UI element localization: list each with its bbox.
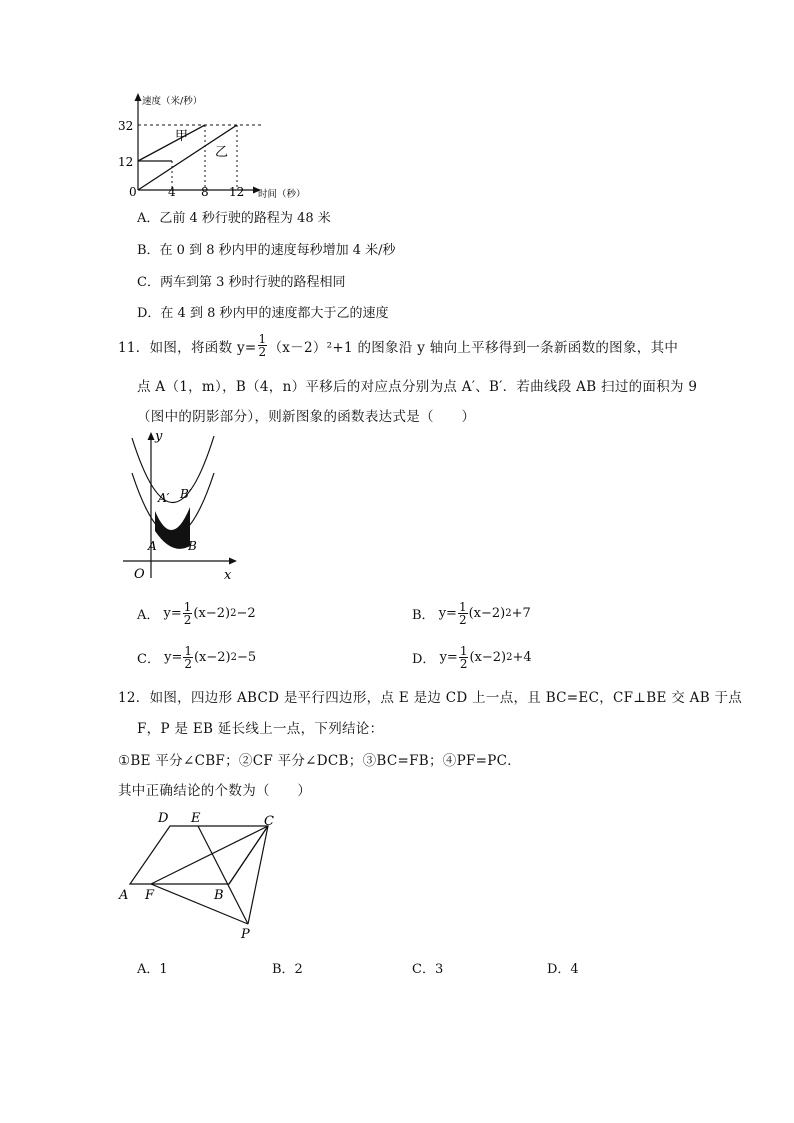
speed-time-graph bbox=[118, 90, 318, 202]
y-tick-12: 12 bbox=[118, 155, 134, 169]
q12-line3: ①BE 平分∠CBF；②CF 平分∠DCB；③BC=FB；④PF=PC． bbox=[118, 753, 522, 769]
frac-num: 1 bbox=[459, 644, 468, 658]
option-post: +7 bbox=[511, 606, 531, 621]
segment-ep bbox=[198, 826, 248, 924]
x-tick-12: 12 bbox=[229, 185, 245, 199]
q11-frac-den: 2 bbox=[258, 345, 267, 359]
option-pre: y= bbox=[164, 650, 183, 665]
q10-option-b: B．在 0 到 8 秒内甲的速度每秒增加 4 米/秒 bbox=[137, 243, 396, 258]
option-letter: C． bbox=[137, 652, 160, 667]
q11-frac-num: 1 bbox=[258, 332, 267, 346]
parabola-figure bbox=[118, 428, 243, 588]
option-mid: (x−2) bbox=[468, 606, 506, 621]
label-y: y bbox=[155, 429, 163, 444]
label-e: E bbox=[191, 811, 201, 826]
segment-cf bbox=[151, 826, 268, 884]
option-pre: y= bbox=[439, 650, 458, 665]
frac-den: 2 bbox=[458, 613, 467, 627]
option-mid: (x−2) bbox=[193, 650, 231, 665]
q12-option-a: A．1 bbox=[137, 962, 168, 977]
q11-line2: 点 A（1，m），B（4，n）平移后的对应点分别为点 A′、B′．若曲线段 AB 扫过的面积为 9 bbox=[137, 379, 698, 395]
q11-line1 bbox=[118, 333, 678, 358]
q12-line2: F，P 是 EB 延长线上一点，下列结论： bbox=[137, 721, 384, 737]
option-post: +4 bbox=[512, 650, 532, 665]
line-jia bbox=[138, 125, 205, 161]
q12-option-c: C．3 bbox=[412, 962, 444, 977]
q12-line4: 其中正确结论的个数为（ ） bbox=[118, 783, 312, 799]
q11-option-d bbox=[412, 645, 532, 670]
frac-num: 1 bbox=[183, 600, 192, 614]
lower-parabola bbox=[132, 473, 214, 536]
y-axis-arrow bbox=[148, 432, 155, 440]
x-tick-0: 0 bbox=[129, 185, 137, 199]
x-tick-8: 8 bbox=[201, 185, 209, 199]
label-o: O bbox=[134, 567, 145, 582]
q11-option-c bbox=[137, 645, 256, 670]
q12-option-d: D．4 bbox=[547, 962, 579, 977]
q11-line1-pre: 11．如图，将函数 y= bbox=[118, 339, 257, 356]
frac-den: 2 bbox=[459, 657, 468, 671]
frac-num: 1 bbox=[458, 600, 467, 614]
label-a: A bbox=[148, 539, 157, 553]
option-letter: B． bbox=[412, 608, 435, 623]
label-a: A bbox=[119, 888, 129, 903]
label-x: x bbox=[224, 568, 232, 583]
frac-den: 2 bbox=[184, 657, 192, 671]
option-exp: 2 bbox=[505, 608, 512, 619]
label-jia: 甲 bbox=[175, 129, 189, 144]
y-tick-32: 32 bbox=[118, 119, 134, 133]
q11-option-a bbox=[137, 601, 256, 626]
option-post: −2 bbox=[236, 606, 256, 621]
x-tick-4: 4 bbox=[168, 185, 176, 199]
option-pre: y= bbox=[438, 606, 457, 621]
option-letter: D． bbox=[412, 652, 436, 667]
option-fraction bbox=[183, 601, 193, 626]
q11-line1-post: （x－2）²+1 的图象沿 y 轴向上平移得到一条新函数的图象，其中 bbox=[268, 339, 679, 356]
option-fraction bbox=[183, 645, 193, 670]
segment-fp bbox=[151, 884, 248, 924]
label-d: D bbox=[158, 811, 169, 826]
y-axis-label: 速度（米/秒） bbox=[142, 96, 203, 107]
q11-line3: （图中的阴影部分），则新图象的函数表达式是（ ） bbox=[137, 409, 476, 425]
label-c: C bbox=[264, 814, 274, 829]
shaded-region bbox=[155, 507, 190, 549]
q12-line1: 12．如图，四边形 ABCD 是平行四边形，点 E 是边 CD 上一点，且 BC=EC，CF⊥BE 交 AB 于点 bbox=[118, 690, 743, 706]
q12-option-b: B．2 bbox=[272, 962, 303, 977]
option-exp: 2 bbox=[506, 652, 513, 663]
frac-num: 1 bbox=[184, 644, 192, 658]
option-pre: y= bbox=[163, 606, 182, 621]
option-fraction bbox=[459, 645, 469, 670]
q10-option-c: C．两车到第 3 秒时行驶的路程相同 bbox=[137, 275, 346, 290]
parallelogram-abcd bbox=[130, 826, 268, 884]
option-fraction bbox=[458, 601, 468, 626]
q11-fraction bbox=[258, 333, 268, 358]
x-axis-label: 时间（秒） bbox=[258, 189, 306, 200]
q10-option-a: A．乙前 4 秒行驶的路程为 48 米 bbox=[137, 211, 331, 226]
option-mid: (x−2) bbox=[469, 650, 507, 665]
label-yi: 乙 bbox=[215, 145, 229, 160]
option-letter: A． bbox=[137, 608, 160, 623]
option-post: −5 bbox=[237, 650, 257, 665]
label-a-prime: A′ bbox=[158, 491, 170, 505]
parallelogram-figure bbox=[116, 806, 286, 944]
option-mid: (x−2) bbox=[193, 606, 231, 621]
option-exp: 2 bbox=[230, 652, 237, 663]
label-b-prime: B′ bbox=[180, 487, 192, 501]
x-axis-arrow bbox=[229, 558, 237, 565]
q11-option-b bbox=[412, 601, 531, 626]
label-f: F bbox=[145, 888, 155, 903]
label-b: B bbox=[188, 539, 197, 553]
q10-option-d: D．在 4 到 8 秒内甲的速度都大于乙的速度 bbox=[137, 306, 389, 321]
label-b: B bbox=[214, 888, 224, 903]
y-axis-arrow bbox=[135, 93, 142, 101]
label-p: P bbox=[241, 927, 250, 942]
option-exp: 2 bbox=[230, 608, 237, 619]
upper-parabola bbox=[132, 436, 214, 503]
frac-den: 2 bbox=[183, 613, 192, 627]
